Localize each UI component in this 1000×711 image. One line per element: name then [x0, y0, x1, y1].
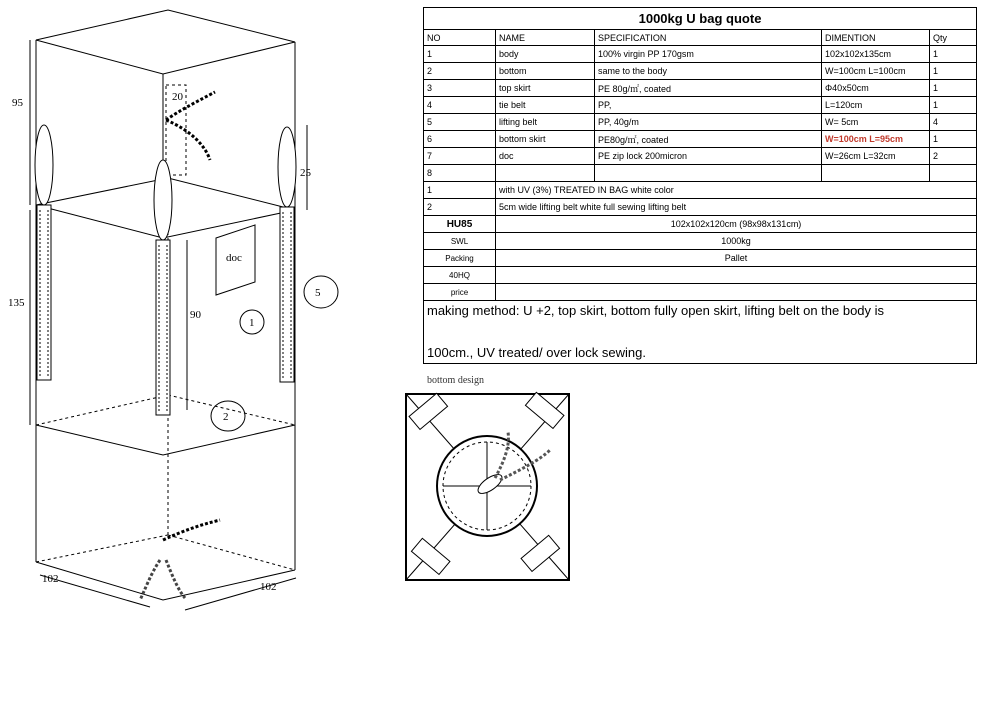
- table-row: [424, 97, 977, 114]
- cell-no: 1: [424, 46, 496, 63]
- bottom-design-label: bottom design: [427, 375, 484, 386]
- code-value: 102x102x120cm (98x98x131cm): [496, 216, 977, 233]
- lifting-loops: [35, 125, 296, 415]
- table-row: [424, 148, 977, 165]
- packing-label: Packing: [424, 250, 496, 267]
- dim-25-label: 25: [300, 167, 311, 179]
- cell-qty: 4: [930, 114, 977, 131]
- packing-row: [424, 250, 977, 267]
- cell-no: 3: [424, 80, 496, 97]
- making-method-line2: 100cm., UV treated/ over lock sewing.: [427, 345, 646, 360]
- cell-dim: Φ40x50cm: [822, 80, 930, 97]
- cell-spec: PP, 40g/m: [595, 114, 822, 131]
- packing-value: Pallet: [496, 250, 977, 267]
- quote-table: [423, 7, 977, 364]
- header-spec: SPECIFICATION: [595, 30, 822, 46]
- note-no: 1: [424, 182, 496, 199]
- cell-spec: same to the body: [595, 63, 822, 80]
- cell-qty: 2: [930, 148, 977, 165]
- dim-102-left-label: 102: [42, 573, 59, 585]
- swl-row: [424, 233, 977, 250]
- table-row: [424, 80, 977, 97]
- cell-spec: [595, 165, 822, 182]
- cell-name: [496, 165, 595, 182]
- cell-spec: 100% virgin PP 170gsm: [595, 46, 822, 63]
- cell-name: lifting belt: [496, 114, 595, 131]
- cell-dim: W=100cm L=100cm: [822, 63, 930, 80]
- cell-name: bottom skirt: [496, 131, 595, 148]
- cell-dim: [822, 165, 930, 182]
- container-label: 40HQ: [424, 267, 496, 284]
- making-method-line1: making method: U +2, top skirt, bottom fully open skirt, lifting belt on the body is: [427, 303, 885, 318]
- cell-qty: 1: [930, 46, 977, 63]
- cell-no: 8: [424, 165, 496, 182]
- cell-spec: PE80g/㎡, coated: [595, 131, 822, 148]
- cell-spec: PE 80g/㎡, coated: [595, 80, 822, 97]
- cell-qty: 1: [930, 97, 977, 114]
- cell-no: 7: [424, 148, 496, 165]
- cell-qty: 1: [930, 80, 977, 97]
- cell-dim: L=120cm: [822, 97, 930, 114]
- callout-1-label: 1: [249, 317, 255, 329]
- header-dim: DIMENTION: [822, 30, 930, 46]
- cell-qty: 1: [930, 63, 977, 80]
- cell-name: doc: [496, 148, 595, 165]
- cell-no: 4: [424, 97, 496, 114]
- quote-title: 1000kg U bag quote: [424, 8, 977, 30]
- header-no: NO: [424, 30, 496, 46]
- cell-dim: W=100cm L=95cm: [822, 131, 930, 148]
- price-value: [496, 284, 977, 301]
- container-value: [496, 267, 977, 284]
- dim-135-label: 135: [8, 297, 25, 309]
- note-row: [424, 182, 977, 199]
- cell-name: bottom: [496, 63, 595, 80]
- cell-qty: 1: [930, 131, 977, 148]
- swl-label: SWL: [424, 233, 496, 250]
- note-text: with UV (3%) TREATED IN BAG white color: [496, 182, 977, 199]
- cell-dim: W=26cm L=32cm: [822, 148, 930, 165]
- tie-belt-bottom: [163, 520, 220, 540]
- cell-name: top skirt: [496, 80, 595, 97]
- cell-spec: PE zip lock 200micron: [595, 148, 822, 165]
- header-row: [424, 30, 977, 46]
- callout-5: [304, 276, 338, 308]
- note-text: 5cm wide lifting belt white full sewing lifting belt: [496, 199, 977, 216]
- note-row: [424, 199, 977, 216]
- callout-5-label: 5: [315, 287, 321, 299]
- cell-name: body: [496, 46, 595, 63]
- making-method: [424, 301, 977, 364]
- cell-spec: PP,: [595, 97, 822, 114]
- callout-2-label: 2: [223, 411, 229, 423]
- cell-dim: W= 5cm: [822, 114, 930, 131]
- dim-20-label: 20: [172, 91, 183, 103]
- code-label: HU85: [424, 216, 496, 233]
- container-row: [424, 267, 977, 284]
- cell-no: 6: [424, 131, 496, 148]
- dim-95-label: 95: [12, 97, 23, 109]
- table-row: [424, 114, 977, 131]
- table-row: [424, 131, 977, 148]
- cell-qty: [930, 165, 977, 182]
- cell-dim: 102x102x135cm: [822, 46, 930, 63]
- code-row: [424, 216, 977, 233]
- note-no: 2: [424, 199, 496, 216]
- table-row: [424, 63, 977, 80]
- price-label: price: [424, 284, 496, 301]
- table-row: [424, 165, 977, 182]
- header-qty: Qty: [930, 30, 977, 46]
- method-row: [424, 301, 977, 364]
- cell-no: 5: [424, 114, 496, 131]
- price-row: [424, 284, 977, 301]
- dim-102-right-label: 102: [260, 581, 277, 593]
- dim-90-label: 90: [190, 309, 201, 321]
- swl-value: 1000kg: [496, 233, 977, 250]
- header-name: NAME: [496, 30, 595, 46]
- table-row: [424, 46, 977, 63]
- doc-label: doc: [226, 252, 242, 264]
- cell-no: 2: [424, 63, 496, 80]
- cell-name: tie belt: [496, 97, 595, 114]
